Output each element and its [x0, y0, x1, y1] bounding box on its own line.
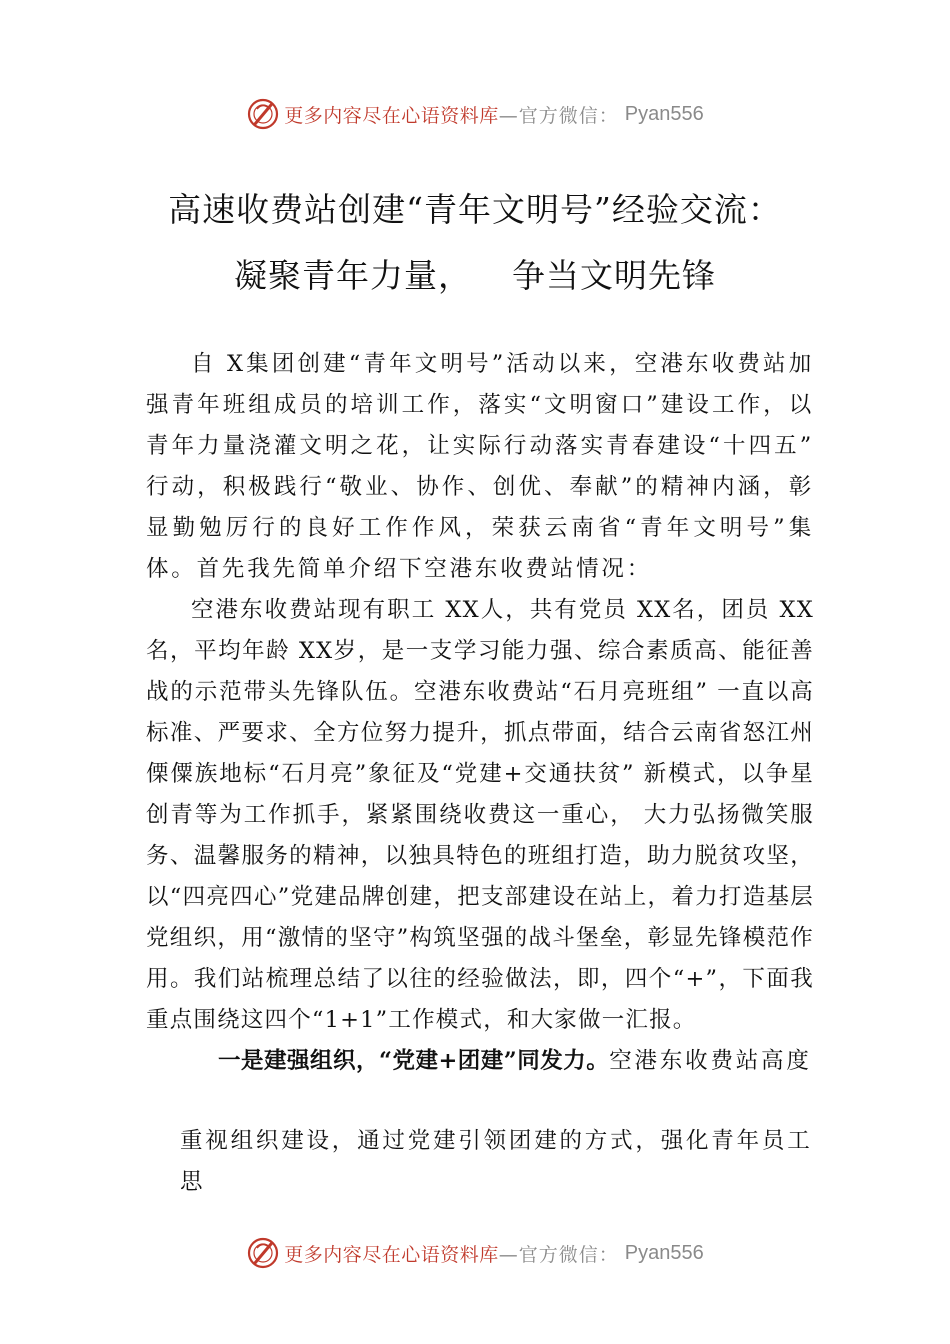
title-line-1: 高速收费站创建“青年文明号”经验交流： — [168, 190, 782, 229]
paragraph-2: 空港东收费站现有职工 XX人，共有党员 XX名，团员 XX名，平均年龄 XX岁，是一支学习能力强、综合素质高、能征善战的示范带头先锋队伍。空港东收费站“石月亮班组” 一直以高标准、严要求、全方位努力提升，抓点带面，结合云南省怒江州傈僳族地标“石月亮”象征及“党建+交通扶贫” 新模式，以争星创青等为工作抓手，紧紧围绕收费这一重心， 大力弘扬微笑服务、温馨服务的精神，以独具特色的班组打造，助力脱贫攻坚，以“四亮四心”党建品牌创建，把支部建设在站上，着力打造基层党组织，用“激情的坚守”构筑坚强的战斗堡垒，彰显先锋模范作用。我们站梳理总结了以往的经验做法，即，四个“+”，下面我重点围绕这四个“1+1”工作模式，和大家做一汇报。 — [146, 597, 814, 1033]
document-title — [0, 177, 950, 309]
watermark-header — [0, 94, 950, 134]
title-line-2 — [0, 243, 950, 309]
section-1-heading: 一是建强组织，“党建+团建”同发力。 — [218, 1048, 610, 1074]
seal-logo-icon — [246, 97, 280, 131]
watermark-gray-text: —官方微信： — [498, 1243, 619, 1266]
watermark-wechat-id: Pyan556 — [624, 102, 704, 125]
watermark-gray-text: —官方微信： — [498, 104, 619, 127]
section-1-paragraph — [146, 1041, 814, 1082]
watermark-footer — [0, 1233, 950, 1273]
paragraph-1: 自 X集团创建“青年文明号”活动以来，空港东收费站加强青年班组成员的培训工作，落实“文明窗口”建设工作，以青年力量浇灌文明之花，让实际行动落实青春建设“十四五” 行动，积极践行“敬业、协作、创优、奉献”的精神内涵，彰显勤勉厉行的良好工作作风，荣获云南省“青年文明号”集体。首先我先简单介绍下空港东收费站情况： — [146, 351, 814, 582]
watermark-wechat-id: Pyan556 — [624, 1241, 704, 1264]
watermark-red-text: 更多内容尽在心语资料库 — [284, 1243, 499, 1266]
seal-logo-icon — [246, 1236, 280, 1270]
section-1-continuation: 重视组织建设，通过党建引领团建的方式，强化青年员工思 — [180, 1128, 813, 1195]
title-line-2-part-2: 争当文明先锋 — [512, 256, 716, 295]
title-line-2-part-1: 凝聚青年力量， — [234, 256, 472, 295]
watermark-red-text: 更多内容尽在心语资料库 — [284, 104, 499, 127]
section-1-text-line-1: 空港东收费站高度 — [609, 1048, 812, 1074]
document-body — [146, 344, 814, 1082]
